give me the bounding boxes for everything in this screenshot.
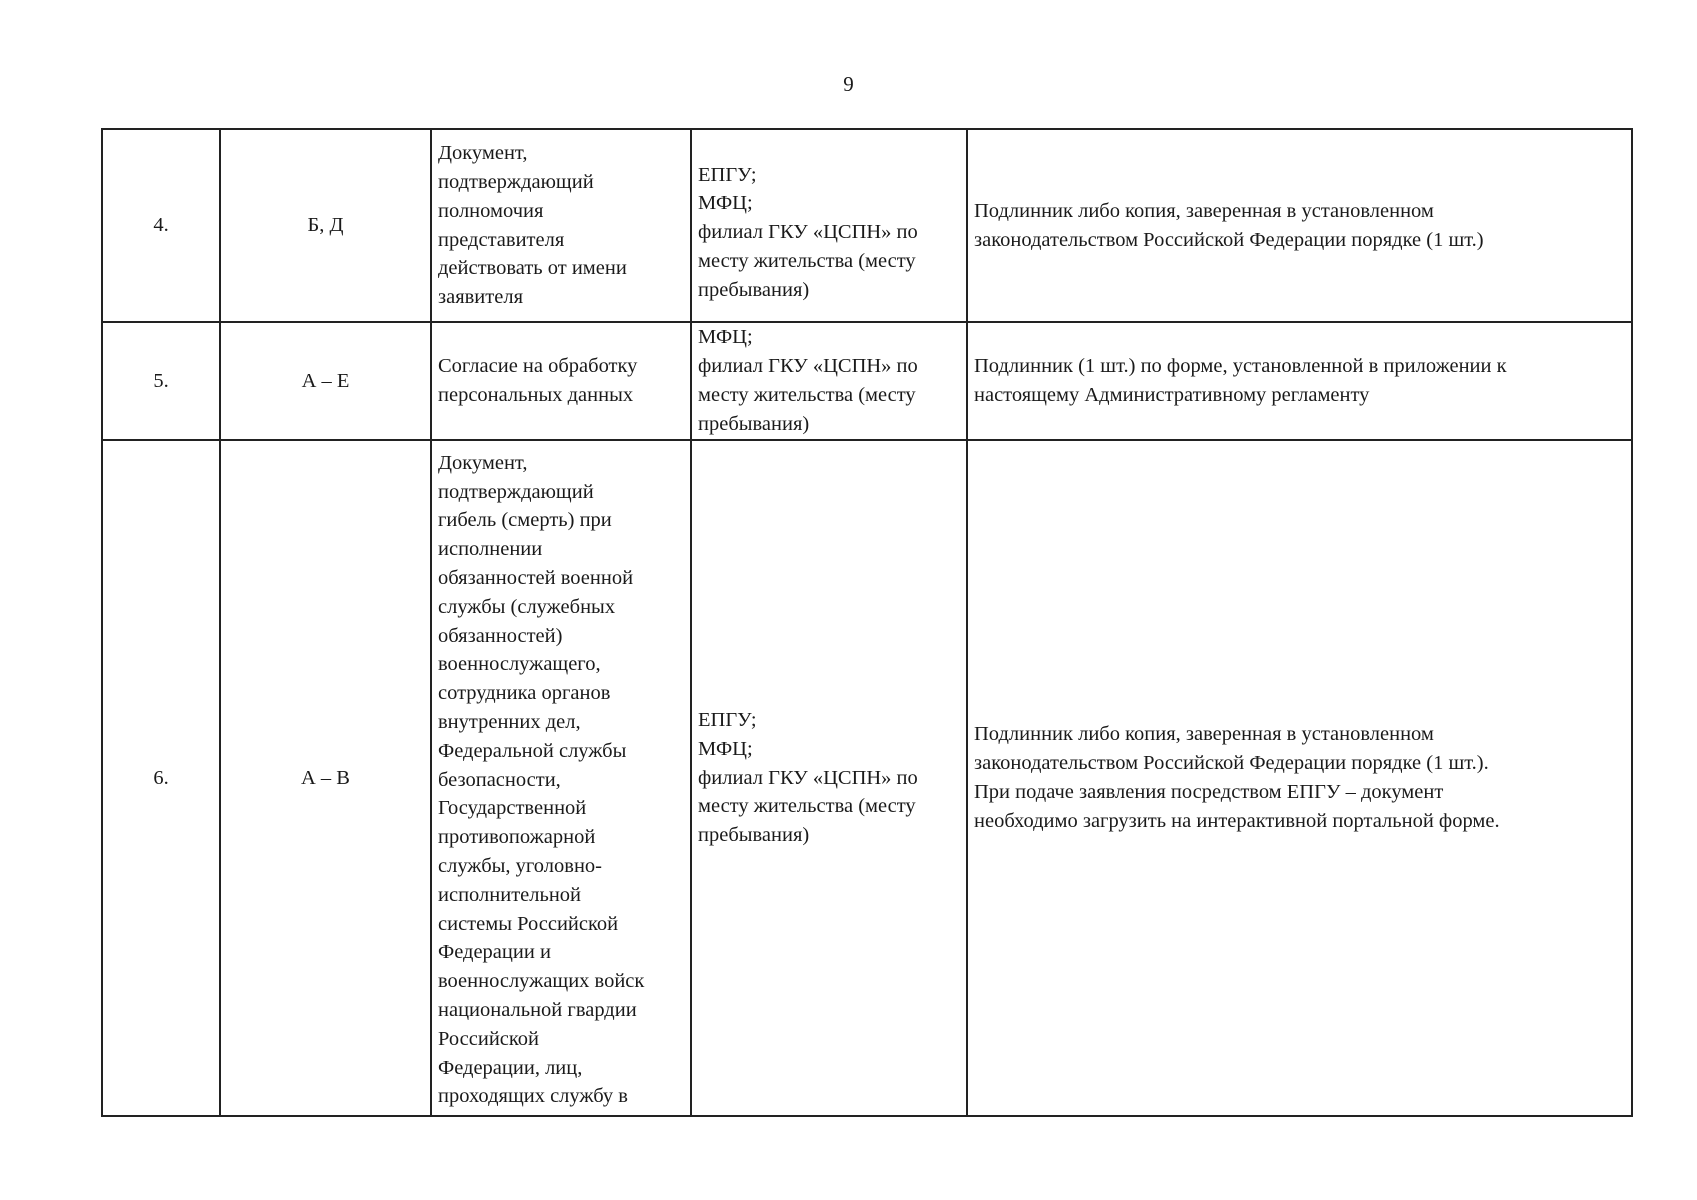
page-number: 9	[843, 72, 854, 96]
document-name: Согласие на обработку персональных данных	[431, 322, 691, 440]
document-name: Документ, подтверждающий полномочия представителя действовать от имени заявителя	[431, 129, 691, 322]
row-number: 4.	[102, 129, 220, 322]
applicant-category: Б, Д	[220, 129, 431, 322]
table-row	[102, 440, 1632, 1116]
submission-place: МФЦ; филиал ГКУ «ЦСПН» по месту жительства (месту пребывания)	[691, 322, 967, 440]
applicant-category: А – Е	[220, 322, 431, 440]
document-requirements: Подлинник (1 шт.) по форме, установленной в приложении к настоящему Административному регламенту	[967, 322, 1632, 440]
submission-place: ЕПГУ; МФЦ; филиал ГКУ «ЦСПН» по месту жительства (месту пребывания)	[691, 129, 967, 322]
documents-table	[101, 128, 1633, 1117]
document-requirements: Подлинник либо копия, заверенная в установленном законодательством Российской Федерации порядке (1 шт.)	[967, 129, 1632, 322]
submission-place: ЕПГУ; МФЦ; филиал ГКУ «ЦСПН» по месту жительства (месту пребывания)	[691, 440, 967, 1116]
document-name: Документ, подтверждающий гибель (смерть) при исполнении обязанностей военной службы (служебных обязанностей) военнослужащего, сотрудника органов внутренних дел, Федеральной службы безопасности, Государственной противопожарной службы, уголовно- исполнительной системы Российской Федерации и военнослужащих войск национальной гвардии Российской Федерации, лиц, проходящих службу в	[431, 440, 691, 1116]
table-row	[102, 129, 1632, 322]
document-requirements: Подлинник либо копия, заверенная в установленном законодательством Российской Федерации порядке (1 шт.). При подаче заявления посредством ЕПГУ – документ необходимо загрузить на интерактивной портальной форме.	[967, 440, 1632, 1116]
row-number: 5.	[102, 322, 220, 440]
row-number: 6.	[102, 440, 220, 1116]
applicant-category: А – В	[220, 440, 431, 1116]
table-row	[102, 322, 1632, 440]
